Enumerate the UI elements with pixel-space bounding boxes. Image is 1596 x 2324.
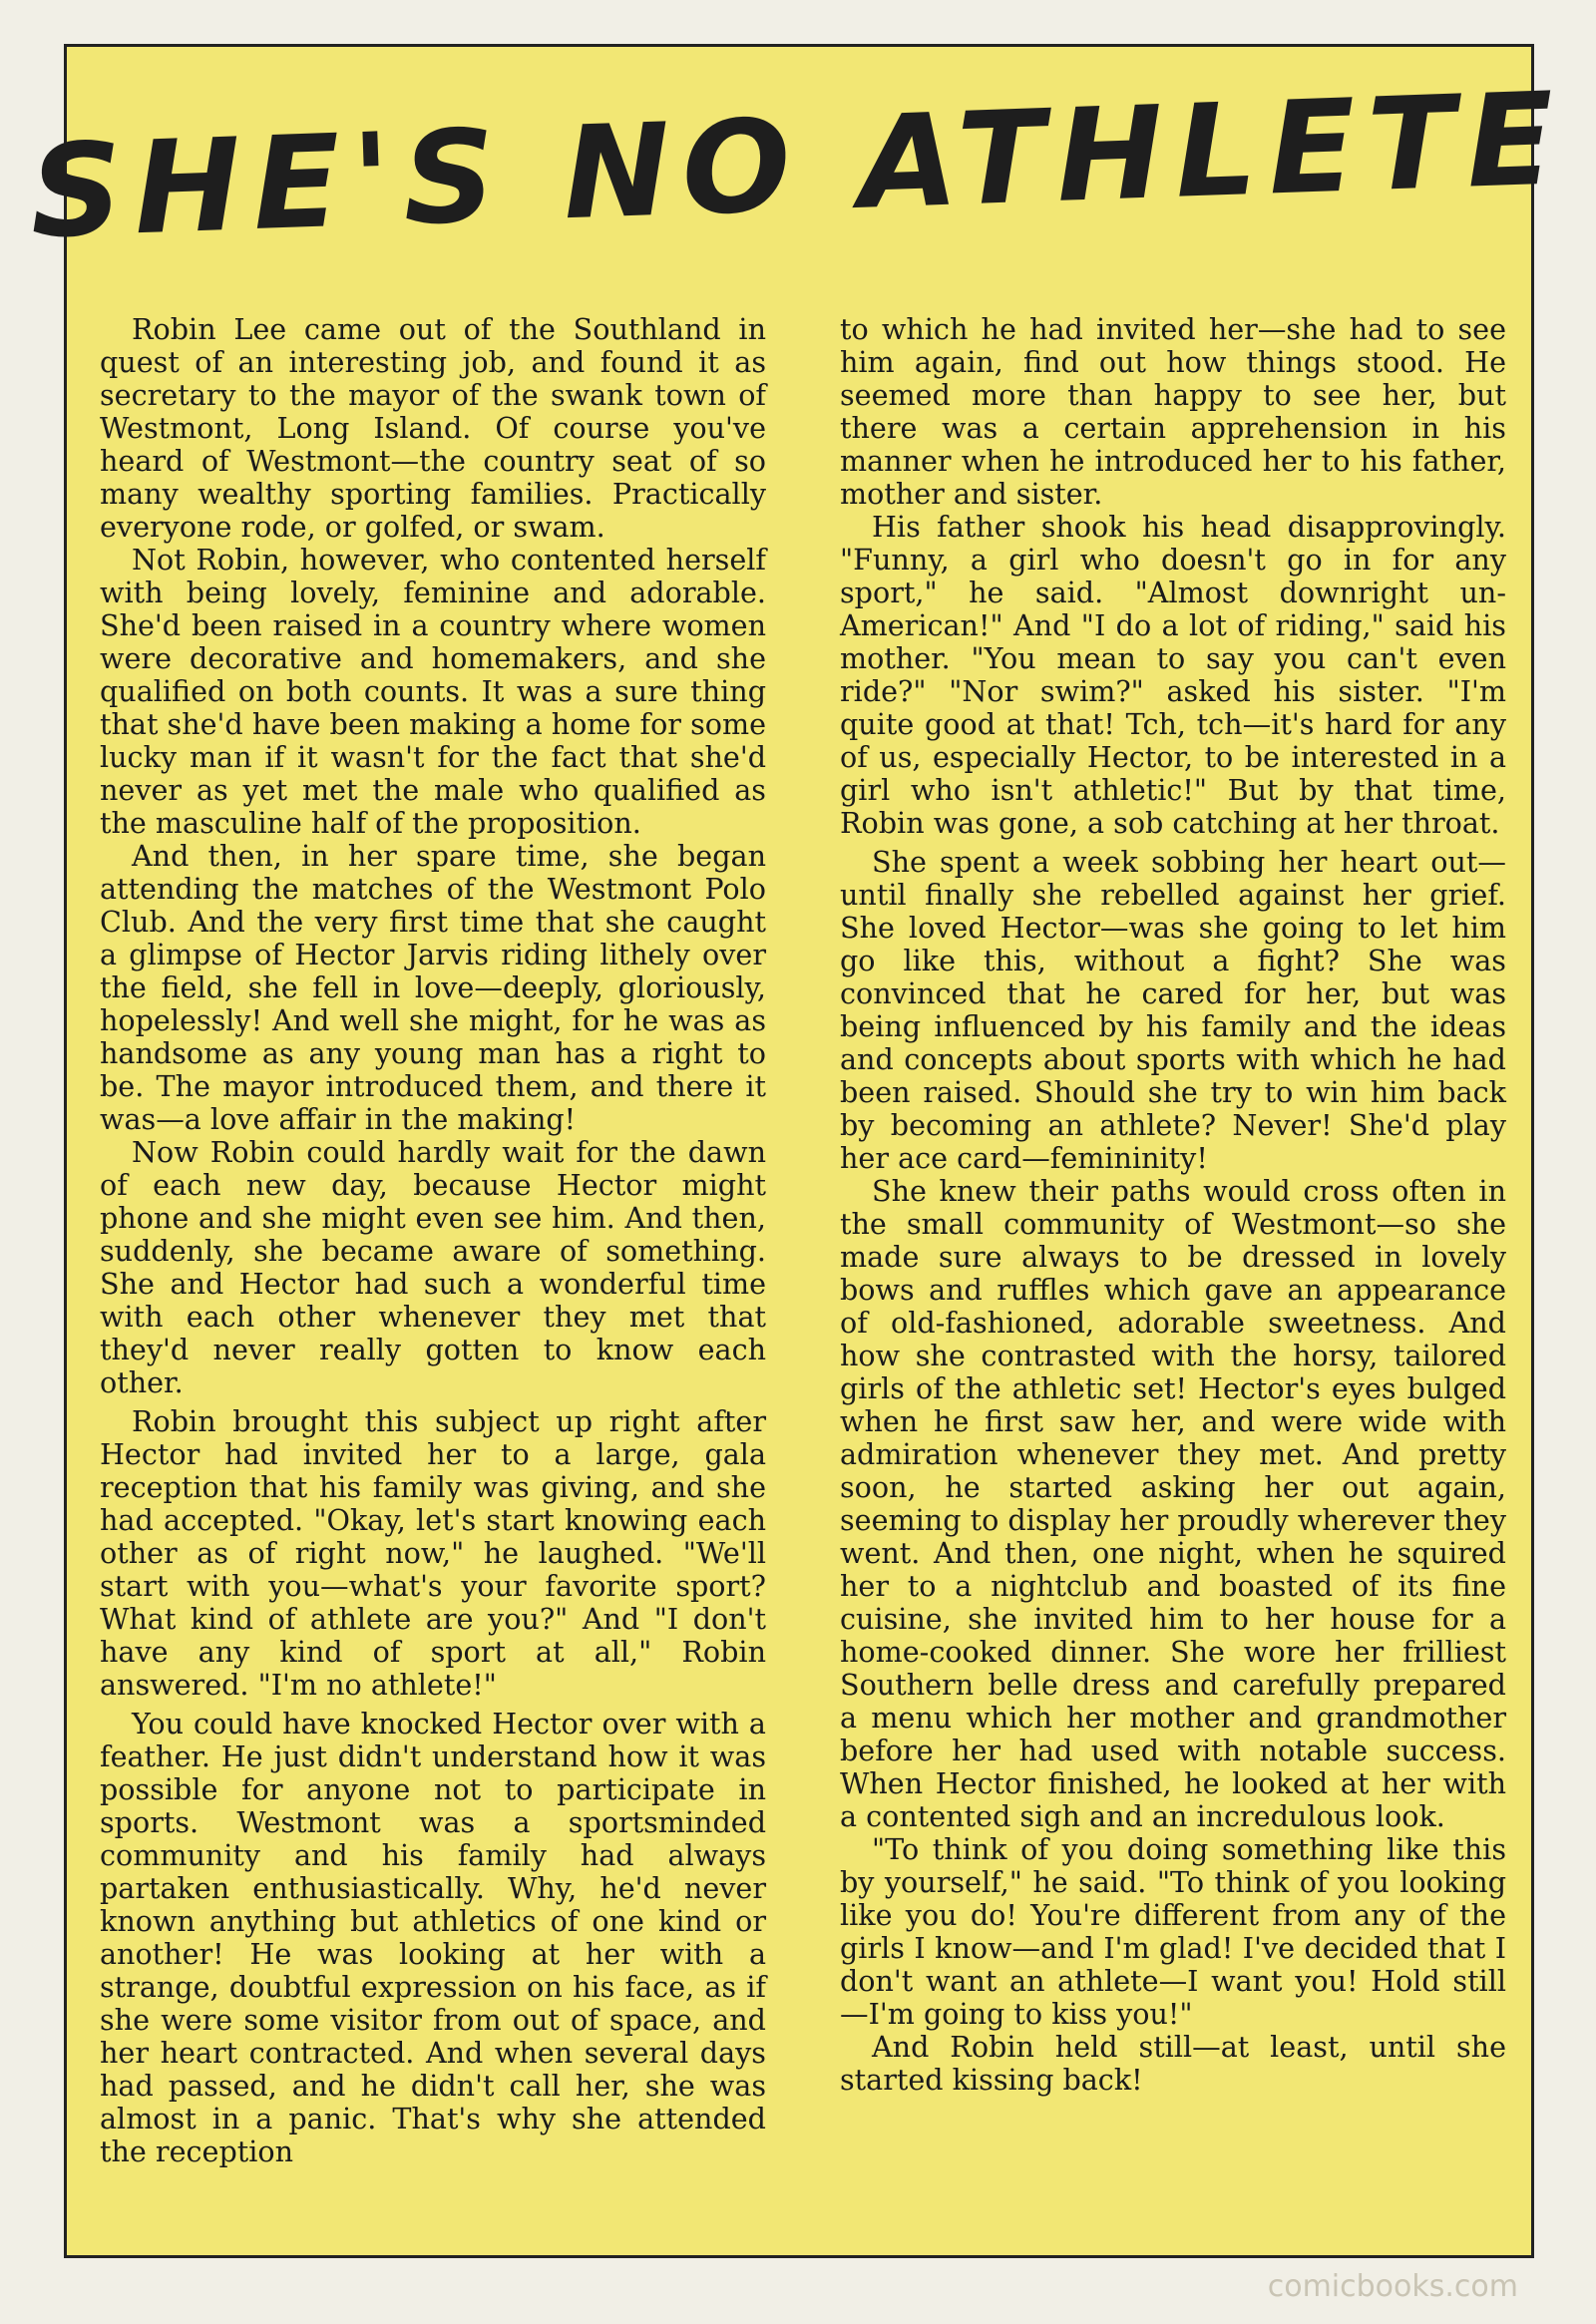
paragraph: Not Robin, however, who contented herself with being lovely, feminine and adorable. She'd been raised in a country where women were decorative and homemakers, and she qualified on both counts. It was a sure thing that she'd have been making a home for some lucky man if it wasn't for the fact that she'd never as yet met the male who qualified as the masculine half of the proposition. bbox=[100, 543, 766, 840]
right-column bbox=[840, 313, 1506, 2168]
paragraph: Robin brought this subject up right after Hector had invited her to a large, gala reception that his family was giving, and she had accepted. "Okay, let's start knowing each other as of right now," he laughed. "We'll start with you—what's your favorite sport? What kind of athlete are you?" And "I don't have any kind of sport at all," Robin answered. "I'm no athlete!" bbox=[100, 1404, 766, 1702]
paragraph: You could have knocked Hector over with a feather. He just didn't understand how it was possible for anyone not to participate in sports. Westmont was a sportsminded community and his family had always partaken enthusiastically. Why, he'd never known anything but athletics of one kind or another! He was looking at her with a strange, doubtful expression on his face, as if she were some visitor from out of space, and her heart contracted. And when several days had passed, and he didn't call her, she was almost in a panic. That's why she attended the reception bbox=[100, 1707, 766, 2168]
paragraph: She spent a week sobbing her heart out—until finally she rebelled against her grief. She loved Hector—was she going to let him go like this, without a fight? She was convinced that he cared for her, but was being influenced by his family and the ideas and concepts about sports with which he had been raised. Should she try to win him back by becoming an athlete? Never! She'd play her ace card—femininity! bbox=[840, 845, 1506, 1175]
story-body bbox=[100, 313, 1506, 2168]
paragraph: Robin Lee came out of the Southland in quest of an interesting job, and found it as secretary to the mayor of the swank town of Westmont, Long Island. Of course you've heard of Westmont—the country seat of so many wealthy sporting families. Practically everyone rode, or golfed, or swam. bbox=[100, 312, 766, 544]
story-title: SHE'S NO ATHLETE bbox=[27, 65, 1569, 267]
paragraph: And Robin held still—at least, until she started kissing back! bbox=[840, 2030, 1506, 2097]
paragraph: His father shook his head disapprovingly. "Funny, a girl who doesn't go in for any sport," he said. "Almost downright un-American!" And "I do a lot of riding," said his mother. "You mean to say you can't even ride?" "Nor swim?" asked his sister. "I'm quite good at that! Tch, tch—it's hard for any of us, especially Hector, to be interested in a girl who isn't athletic!" But by that time, Robin was gone, a sob catching at her throat. bbox=[840, 510, 1506, 840]
paragraph: to which he had invited her—she had to see him again, find out how things stood. He seemed more than happy to see her, but there was a certain apprehension in his manner when he introduced her to his father, mother and sister. bbox=[840, 312, 1506, 511]
paragraph: She knew their paths would cross often in the small community of Westmont—so she made sure always to be dressed in lovely bows and ruffles which gave an appearance of old-fashioned, adorable sweetness. And how she contrasted with the horsy, tailored girls of the athletic set! Hector's eyes bulged when he first saw her, and were wide with admiration whenever they met. And pretty soon, he started asking her out again, seeming to display her proudly wherever they went. And then, one night, when he squired her to a nightclub and boasted of its fine cuisine, she invited him to her house for a home-cooked dinner. She wore her frilliest Southern belle dress and carefully prepared a menu which her mother and grandmother before her had used with notable success. When Hector finished, he looked at her with a contented sigh and an incredulous look. bbox=[840, 1174, 1506, 1833]
paragraph: And then, in her spare time, she began attending the matches of the Westmont Polo Club. And the very first time that she caught a glimpse of Hector Jarvis riding lithely over the field, she fell in love—deeply, gloriously, hopelessly! And well she might, for he was as handsome as any young man has a right to be. The mayor introduced them, and there it was—a love affair in the making! bbox=[100, 839, 766, 1136]
left-column bbox=[100, 313, 766, 2168]
paragraph: "To think of you doing something like this by yourself," he said. "To think of you looking like you do! You're different from any of the girls I know—and I'm glad! I've decided that I don't want an athlete—I want you! Hold still—I'm going to kiss you!" bbox=[840, 1832, 1506, 2031]
watermark-credit: comicbooks.com bbox=[1267, 2269, 1518, 2304]
paragraph: Now Robin could hardly wait for the dawn of each new day, because Hector might phone and she might even see him. And then, suddenly, she became aware of something. She and Hector had such a wonderful time with each other whenever they met that they'd never really gotten to know each other. bbox=[100, 1135, 766, 1399]
